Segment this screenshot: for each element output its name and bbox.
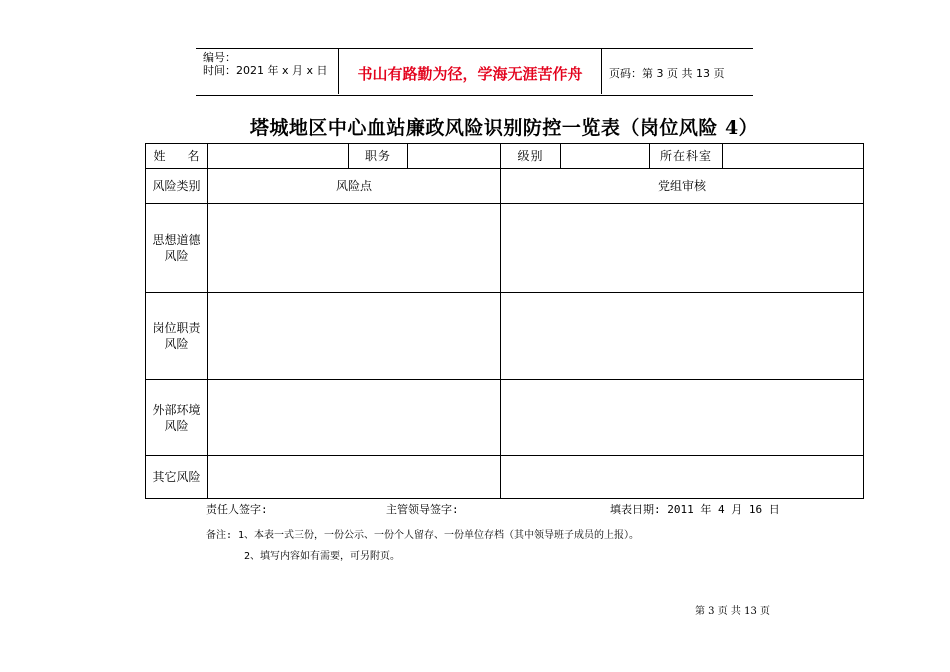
risk-point-cell[interactable] xyxy=(208,293,501,380)
department-field[interactable] xyxy=(723,144,864,169)
review-cell[interactable] xyxy=(501,293,864,380)
review-header: 党组审核 xyxy=(501,169,864,204)
document-title: 塔城地区中心血站廉政风险识别防控一览表（岗位风险 4） xyxy=(249,117,759,139)
note-line-1: 备注: 1、本表一式三份，一份公示、一份个人留存、一份单位存档（其中领导班子成员的上报）。 xyxy=(206,530,640,541)
review-cell[interactable] xyxy=(501,204,864,293)
supervisor-signature-label: 主管领导签字: xyxy=(386,503,459,516)
table-row xyxy=(146,293,864,380)
header-number-label: 编号： xyxy=(203,51,236,64)
position-field[interactable] xyxy=(408,144,501,169)
row-category-label: 外部环境 风险 xyxy=(146,380,208,456)
category-header: 风险类别 xyxy=(146,169,208,204)
responsible-signature-label: 责任人签字: xyxy=(206,503,268,516)
table-row xyxy=(146,380,864,456)
header-meta xyxy=(196,48,338,94)
risk-point-cell[interactable] xyxy=(208,456,501,499)
review-cell[interactable] xyxy=(501,456,864,499)
risk-point-cell[interactable] xyxy=(208,204,501,293)
header-page-label: 页码：第 3 页 共 13 页 xyxy=(609,66,725,80)
info-row xyxy=(146,144,864,169)
table-row xyxy=(146,204,864,293)
fill-date-label: 填表日期: 2011 年 4 月 16 日 xyxy=(610,503,780,516)
name-field[interactable] xyxy=(208,144,349,169)
position-label: 职务 xyxy=(349,144,408,169)
table-header-row xyxy=(146,169,864,204)
row-category-label: 思想道德 风险 xyxy=(146,204,208,293)
level-field[interactable] xyxy=(561,144,650,169)
row-category-label: 其它风险 xyxy=(146,456,208,499)
header-motto: 书山有路勤为径，学海无涯苦作舟 xyxy=(338,48,602,94)
note-line-2: 2、填写内容如有需要，可另附页。 xyxy=(244,551,401,562)
table-row xyxy=(146,456,864,499)
department-label: 所在科室 xyxy=(650,144,723,169)
name-label: 姓 名 xyxy=(146,144,208,169)
review-cell[interactable] xyxy=(501,380,864,456)
risk-point-header: 风险点 xyxy=(208,169,501,204)
signature-line xyxy=(206,501,806,517)
header-bottom-rule xyxy=(196,95,753,96)
header-time-label: 时间：2021 年 x 月 x 日 xyxy=(203,64,328,77)
level-label: 级别 xyxy=(501,144,561,169)
risk-point-cell[interactable] xyxy=(208,380,501,456)
row-category-label: 岗位职责 风险 xyxy=(146,293,208,380)
risk-form-table xyxy=(145,143,864,499)
page-footer: 第 3 页 共 13 页 xyxy=(695,606,770,617)
